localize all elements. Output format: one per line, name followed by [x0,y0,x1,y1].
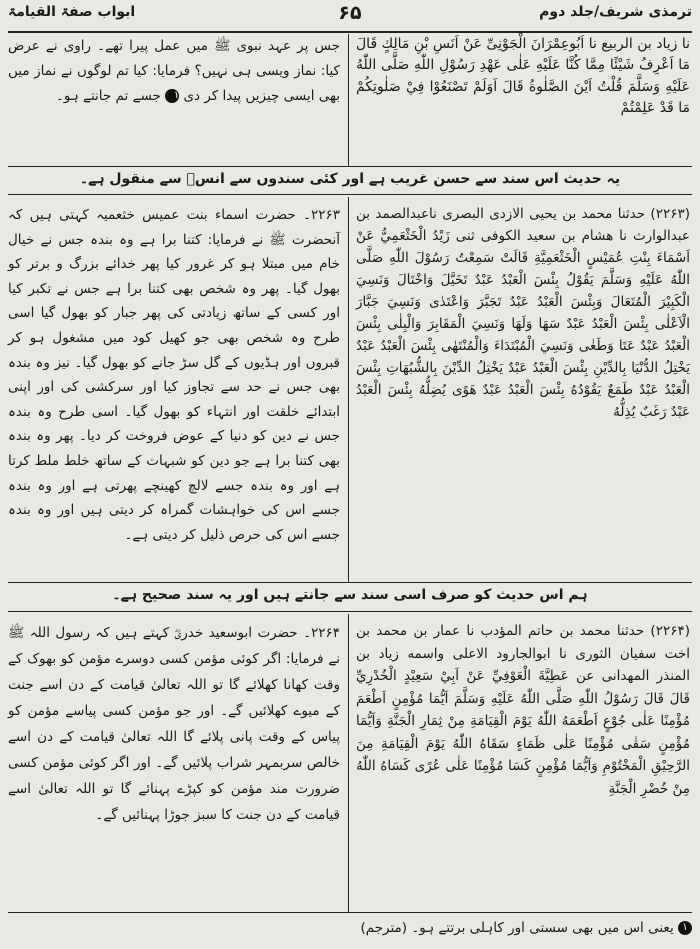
column-divider [348,34,349,166]
footnote-marker: ۱ [165,89,179,103]
section-rule [8,194,692,195]
footnote-marker: ۱ [678,921,692,935]
header-rule [8,31,692,33]
footnote-rule [8,912,692,913]
grading-note: ہم اس حدیث کو صرف اسی سند سے جانتے ہیں اور یہ سند صحیح ہے۔ [112,587,588,603]
hadith-urdu-translation: ۲۲۶۳۔ حضرت اسماء بنت عمیس خثعمیہ کہتی ہیں کہ آنحضرت ﷺ نے فرمایا: کتنا برا ہے وہ بندہ جس نے خیال خام میں مبتلا ہو کر غرور کیا پھر خدائے بزرگ و برتر کو بھول گیا۔ پھر وہ شخص بھی کتنا برا ہے جس نے تکبر کیا اور کسی کے ساتھ زیادتی کی پھر جبار کو بھول گیا اسی طرح وہ شخص بھی جو کھیل کود میں مشغول ہو کر قبروں اور ہڈیوں کے گل سڑ جانے کو بھول گیا۔ نیز وہ بندہ بھی جس نے حد سے تجاوز کیا اور سرکشی کی اور اپنی ابتدائے خلقت اور انتہاء کو بھول گیا۔ اسی طرح وہ بندہ جس نے دین کو دنیا کے عوض فروخت کر دیا۔ پھر وہ بندہ بھی کتنا برا ہے جو دین کو شبہات کے ساتھ خلط ملط کرتا ہے اور وہ بندہ جسے لالچ کھینچے پھرتی ہے اور وہ بندہ جسے اس کی خواہشات گمراہ کر دیتی ہیں اور وہ بندہ جسے اس کی حرص ذلیل کر دیتی ہے۔ [8,207,340,543]
page-number: ۶۵ [338,2,362,24]
section-rule [8,582,692,583]
hadith-arabic-text: نا زیاد بن الربیع نا اَبُوعِمْرَانَ الْجَوْنِیِّ عَنْ اَنَسِ بْنِ مَالِكٍ قَالَ مَا اَعْرِفُ شَيْئًا مِمَّا كُنَّا عَلَيْهِ عَلٰى عَهْدِ رَسُوْلِ اللّٰهِ صَلَّى اللّٰهُ عَلَيْهِ وَسَلَّمَ قُلْتُ اَيْنَ الصَّلٰوةُ قَالَ اَوَلَمْ تَصْنَعُوْا فِيْ صَلٰوتِكُمْ مَا قَدْ عَلِمْتُمْ [356,36,690,116]
urdu-text: جس پر عہد نبوی ﷺ میں عمل پیرا تھے۔ راوی نے عرض کیا: نماز ویسی ہی نہیں؟ فرمایا: کیا تم لوگوں نے نماز میں بھی ایسی چیزیں پیدا کر دی [8,38,340,104]
hadith-arabic-text: (۲۲۶۴) حدثنا محمد بن حاتم المؤدب نا عمار بن محمد بن اخت سفیان الثوری نا ابوالجارود الاعلی واسمه زیاد بن المنذر المهدانی عن عَطِيَّةَ الْعَوْفِيِّ عَنْ اَبِيْ سَعِيْدٍ الْخُدْرِيِّ قَالَ قَالَ رَسُوْلُ اللّٰهِ صَلَّى اللّٰهُ عَلَيْهِ وَسَلَّمَ اَيُّمَا مُؤْمِنٍ اَطْعَمَ مُؤْمِنًا عَلٰى جُوْعٍ اَطْعَمَهُ اللّٰهُ يَوْمَ الْقِيَامَةِ مِنْ ثِمَارِ الْجَنَّةِ وَاَيُّمَا مُؤْمِنٍ سَقٰى مُؤْمِنًا عَلٰى ظَمَاءٍ سَقَاهُ اللّٰهُ يَوْمَ الْقِيَامَةِ مِنَ الرَّحِيْقِ الْمَخْتُوْمِ وَاَيُّمَا مُؤْمِنٍ كَسَا مُؤْمِنًا عَلٰى عُرًى كَسَاهُ اللّٰهُ مِنْ خُضْرِ الْجَنَّةِ [356,623,690,797]
footnote-text: یعنی اس میں بھی سستی اور کاہلی برتتے ہو۔ (مترجم) [360,920,674,936]
chapter-title: ابواب صفۃ القیامۃ [8,4,136,20]
book-title: ترمذی شریف/جلد دوم [539,4,692,20]
page-header [8,2,692,30]
column-divider [348,197,349,582]
column-divider [348,614,349,912]
grading-note: یہ حدیث اس سند سے حسن غریب ہے اور کئی سندوں سے انسؓ سے منقول ہے۔ [79,171,621,187]
section-rule [8,611,692,612]
hadith-arabic-text: (۲۲۶۳) حدثنا محمد بن یحیی الازدی البصری ناعبدالصمد بن عبدالوارث نا هشام بن سعید الکوفی ثنی زَيْدُ الْخَثْعَمِيُّ عَنْ اَسْمَاءَ بِنْتِ عُمَيْسٍ الْخَثْعَمِيَّةِ قَالَتْ سَمِعْتُ رَسُوْلَ اللّٰهِ صَلَّى اللّٰهُ عَلَيْهِ وَسَلَّمَ يَقُوْلُ بِئْسَ الْعَبْدُ عَبْدٌ تَخَيَّلَ وَاخْتَالَ وَنَسِيَ الْكَبِيْرَ الْمُتَعَالَ وَبِئْسَ الْعَبْدُ عَبْدٌ تَجَبَّرَ وَاعْتَدٰى وَنَسِيَ جَبَّارَ الْاَعْلٰى بِئْسَ الْعَبْدُ عَبْدٌ سَهَا وَلَهَا وَنَسِيَ الْمَقَابِرَ وَالْبِلٰى بِئْسَ الْعَبْدُ عَبْدٌ عَتَا وَطَغٰى وَنَسِيَ الْمُبْتَدَاءَ وَالْمُنْتَهٰى بِئْسَ الْعَبْدُ عَبْدٌ يَخْتِلُ الدُّنْيَا بِالدِّيْنِ بِئْسَ الْعَبْدُ عَبْدٌ يَخْتِلُ الدِّيْنَ بِالشُّبُهَاتِ بِئْسَ الْعَبْدُ عَبْدٌ طَمَعٌ يَقُوْدُهُ بِئْسَ الْعَبْدُ عَبْدٌ هَوًى يُضِلُّهُ بِئْسَ الْعَبْدُ عَبْدٌ رَغَبٌ يُذِلُّهُ [356,206,690,420]
footnote [8,920,692,936]
hadith-urdu-translation [8,34,340,108]
section-rule [8,166,692,167]
hadith-urdu-translation: ۲۲۶۴۔ حضرت ابوسعید خدریؓ کہتے ہیں کہ رسول اللہ ﷺ نے فرمایا: اگر کوئی مؤمن کسی دوسرے مؤمن کو بھوک کے وقت کھانا کھلائے گا تو اللہ تعالیٰ قیامت کے دن اسے جنت کے میوے کھلائیں گے۔ اور جو مؤمن کسی پیاسے مؤمن کو پیاس کے وقت پانی پلائے گا اللہ تعالیٰ قیامت کے دن اسے خالص سربمہر شراب پلائیں گے۔ اور اگر کوئی مؤمن کسی ضرورت مند مؤمن کو کپڑے پہنائے گا تو اللہ تعالیٰ اسے قیامت کے دن جنت کا سبز جوڑا پہنائیں گے۔ [8,625,340,823]
urdu-text-tail: جسے تم جانتے ہو۔ [55,87,161,104]
